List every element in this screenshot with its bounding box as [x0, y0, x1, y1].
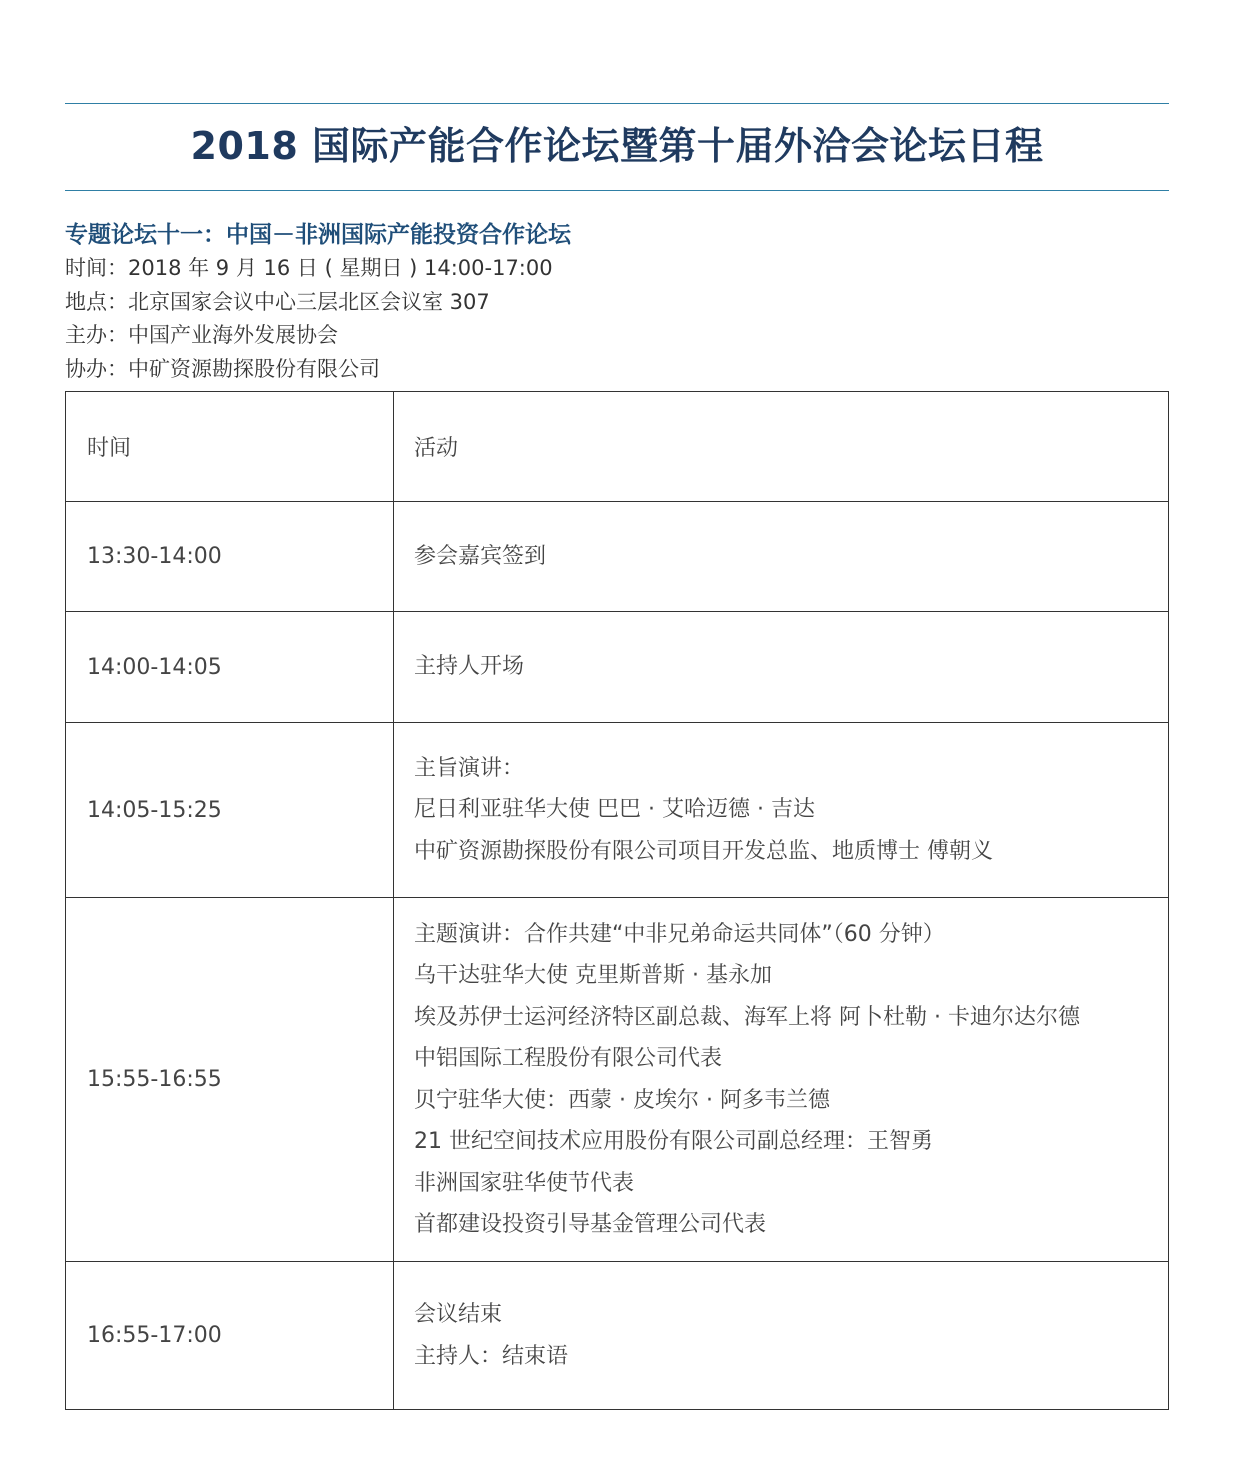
- activity-cell: [394, 612, 1169, 723]
- time-cell: 14:00-14:05: [66, 612, 394, 723]
- activity-line: 参会嘉宾签到: [414, 543, 547, 569]
- time-cell: 13:30-14:00: [66, 502, 394, 612]
- activity-line: 中铝国际工程股份有限公司代表: [414, 1046, 723, 1071]
- activity-line: 乌干达驻华大使 克里斯普斯 · 基永加: [414, 963, 772, 988]
- time-cell: 14:05-15:25: [66, 723, 394, 898]
- time-cell: 16:55-17:00: [66, 1262, 394, 1410]
- header-time: 时间: [66, 392, 394, 502]
- activity-line: 尼日利亚驻华大使 巴巴 · 艾哈迈德 · 吉达: [414, 797, 815, 823]
- activity-line: 主持人开场: [414, 654, 525, 680]
- table-row: [66, 898, 1169, 1262]
- activity-line: 21 世纪空间技术应用股份有限公司副总经理：王智勇: [414, 1129, 933, 1154]
- header-activity: 活动: [394, 392, 1169, 502]
- activity-cell: [394, 723, 1169, 898]
- forum-co-organizer: 协办：中矿资源勘探股份有限公司: [65, 356, 380, 381]
- table-row: [66, 723, 1169, 898]
- top-divider: [65, 103, 1169, 104]
- page-title: 2018 国际产能合作论坛暨第十届外洽会论坛日程: [190, 124, 1044, 168]
- activity-cell: [394, 502, 1169, 612]
- forum-time: 时间：2018 年 9 月 16 日 ( 星期日 ) 14:00-17:00: [65, 256, 553, 280]
- forum-info: [65, 218, 1169, 386]
- activity-line: 主持人：结束语: [414, 1343, 569, 1369]
- forum-organizer: 主办：中国产业海外发展协会: [65, 323, 338, 347]
- schedule-table: [65, 391, 1169, 1410]
- activity-cell: [394, 898, 1169, 1262]
- table-row: [66, 1262, 1169, 1410]
- activity-line: 非洲国家驻华使节代表: [414, 1170, 635, 1196]
- forum-location: 地点：北京国家会议中心三层北区会议室 307: [65, 289, 490, 314]
- activity-cell: [394, 1262, 1169, 1410]
- table-row: [66, 502, 1169, 612]
- title-divider: [65, 190, 1169, 191]
- activity-line: 埃及苏伊士运河经济特区副总裁、海军上将 阿卜杜勒 · 卡迪尔达尔德: [414, 1004, 1080, 1030]
- activity-line: 主题演讲：合作共建“中非兄弟命运共同体”（60 分钟）: [414, 921, 945, 947]
- activity-line: 中矿资源勘探股份有限公司项目开发总监、地质博士 傅朝义: [414, 838, 993, 864]
- activity-line: 贝宁驻华大使：西蒙 · 皮埃尔 · 阿多韦兰德: [414, 1087, 830, 1113]
- activity-line: 会议结束: [414, 1302, 503, 1327]
- table-header-row: [66, 392, 1169, 502]
- activity-line: 首都建设投资引导基金管理公司代表: [414, 1212, 767, 1237]
- time-cell: 15:55-16:55: [66, 898, 394, 1262]
- forum-title: 专题论坛十一：中国－非洲国际产能投资合作论坛: [65, 222, 571, 248]
- activity-line: 主旨演讲：: [414, 755, 525, 781]
- table-row: [66, 612, 1169, 723]
